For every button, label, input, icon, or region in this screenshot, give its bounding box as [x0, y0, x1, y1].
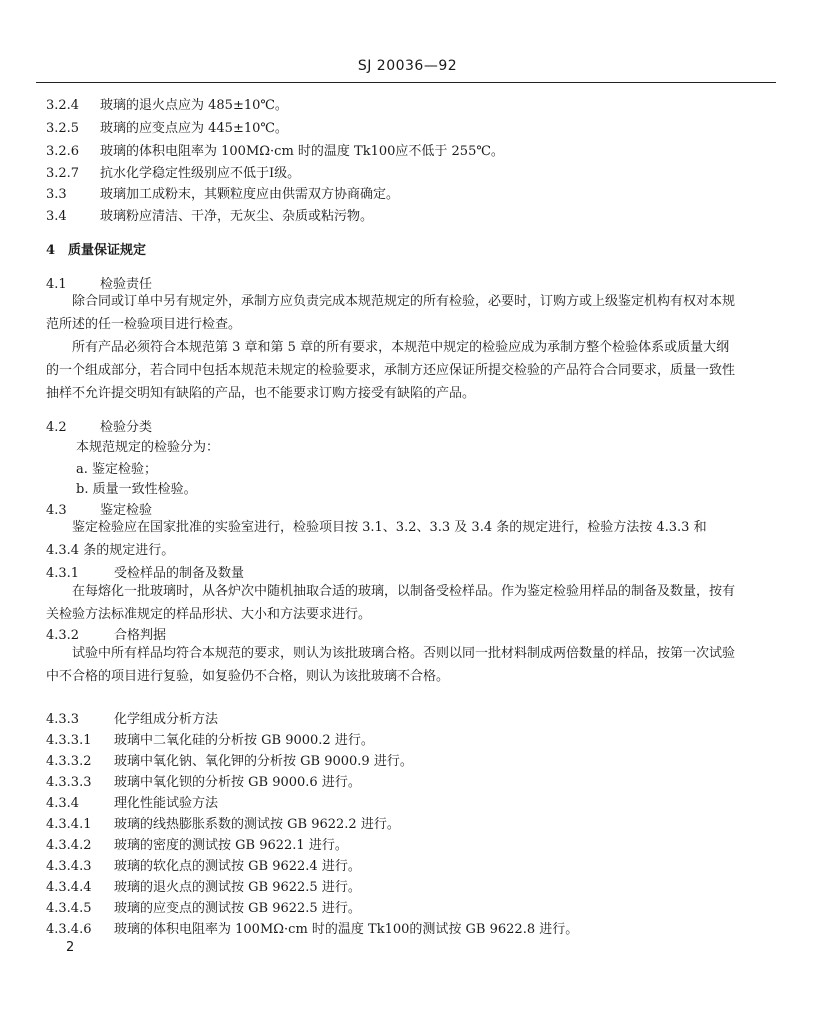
clause-text: 玻璃中氧化钠、氧化钾的分析按 GB 9000.9 进行。 — [114, 754, 413, 769]
paragraph-4-2-intro: 本规范规定的检验分为： — [76, 440, 220, 455]
clause-text: 玻璃的退火点的测试按 GB 9622.5 进行。 — [114, 880, 361, 895]
clause-heading: 化学组成分析方法 — [114, 712, 219, 727]
clause-number: 4.2 — [46, 420, 67, 435]
clause-number: 4.3.4.2 — [46, 838, 92, 853]
clause-text: 玻璃的体积电阻率为 100MΩ·cm 时的温度 Tk100的测试按 GB 9622.8 进行。 — [114, 922, 579, 937]
clause-4-3-3-2 — [46, 754, 413, 770]
clause-3-2-5 — [46, 121, 288, 137]
clause-text: 玻璃的软化点的测试按 GB 9622.4 进行。 — [114, 859, 361, 874]
clause-text: 玻璃中二氧化硅的分析按 GB 9000.2 进行。 — [114, 733, 374, 748]
paragraph-4-3-2: 试验中所有样品均符合本规范的要求，则认为该批玻璃合格。否则以同一批材料制成两倍数量的样品，按第一次试验中不合格的项目进行复验，如复验仍不合格，则认为该批玻璃不合格。 — [46, 646, 736, 684]
clause-text: 玻璃的应变点的测试按 GB 9622.5 进行。 — [114, 901, 361, 916]
clause-text: 玻璃加工成粉末，其颗粒度应由供需双方协商确定。 — [100, 187, 400, 202]
list-item-a: a. 鉴定检验； — [76, 462, 158, 477]
section-4-title — [46, 243, 146, 259]
clause-number: 4.3.3.3 — [46, 775, 92, 790]
clause-text: 玻璃中氧化钡的分析按 GB 9000.6 进行。 — [114, 775, 361, 790]
clause-4-3-4-1 — [46, 817, 400, 833]
clause-3-4 — [46, 209, 373, 225]
clause-text: 玻璃粉应清洁、干净，无灰尘、杂质或粘污物。 — [100, 209, 374, 224]
clause-number: 3.2.6 — [46, 144, 80, 159]
clause-number: 3.2.7 — [46, 166, 80, 181]
clause-4-3-4-6 — [46, 922, 578, 938]
clause-number: 4.3.4.3 — [46, 859, 92, 874]
clause-number: 4.3 — [46, 503, 67, 518]
paragraph-4-1-a: 除合同或订单中另有规定外，承制方应负责完成本规范规定的所有检验，必要时，订购方或上级鉴定机构有权对本规范所述的任一检验项目进行检查。 — [46, 294, 736, 332]
clause-number: 4.3.4.4 — [46, 880, 92, 895]
clause-text: 玻璃的退火点应为 485±10℃。 — [100, 98, 288, 113]
clause-text: 玻璃的密度的测试按 GB 9622.1 进行。 — [114, 838, 348, 853]
clause-4-3-3-3 — [46, 775, 361, 791]
clause-4-3-4-3 — [46, 859, 361, 875]
clause-4-3-4-4 — [46, 880, 361, 896]
page-number: 2 — [66, 940, 75, 955]
clause-heading: 理化性能试验方法 — [114, 796, 219, 811]
header-rule — [36, 82, 776, 83]
clause-heading: 检验分类 — [100, 420, 153, 435]
paragraph-4-1-b: 所有产品必须符合本规范第 3 章和第 5 章的所有要求，本规范中规定的检验应成为承制方整个检验体系或质量大纲的一个组成部分，若合同中包括本规范未规定的检验要求，承制方还应保证所提交检验的产品符合合同要求，质量一致性抽样不允许提交明知有缺陷的产品，也不能要求订购方接受有缺陷的产品。 — [46, 340, 736, 401]
clause-4-3-4-5 — [46, 901, 361, 917]
clause-3-2-7 — [46, 166, 300, 182]
clause-number: 4.3.3.1 — [46, 733, 92, 748]
clause-4-3-4-2 — [46, 838, 348, 854]
clause-text: 玻璃的体积电阻率为 100MΩ·cm 时的温度 Tk100应不低于 255℃。 — [100, 144, 504, 159]
clause-number: 3.2.5 — [46, 121, 80, 136]
clause-4-3-4 — [46, 796, 218, 812]
clause-heading: 检验责任 — [100, 277, 153, 292]
clause-number: 4.3.2 — [46, 628, 80, 643]
list-item-b: b. 质量一致性检验。 — [76, 482, 197, 497]
clause-text: 抗水化学稳定性级别应不低于Ⅰ级。 — [100, 166, 301, 181]
clause-4-3-3 — [46, 712, 218, 728]
clause-number: 3.3 — [46, 187, 67, 202]
clause-3-3 — [46, 187, 399, 203]
clause-number: 3.2.4 — [46, 98, 80, 113]
clause-number: 4.3.4 — [46, 796, 80, 811]
clause-number: 3.4 — [46, 209, 67, 224]
clause-3-2-4 — [46, 98, 288, 114]
clause-number: 4.3.4.1 — [46, 817, 92, 832]
clause-heading: 鉴定检验 — [100, 503, 153, 518]
clause-text: 玻璃的应变点应为 445±10℃。 — [100, 121, 288, 136]
clause-number: 4.3.4.6 — [46, 922, 92, 937]
clause-number: 4.3.3.2 — [46, 754, 92, 769]
clause-heading: 受检样品的制备及数量 — [114, 566, 245, 581]
clause-4-2 — [46, 420, 152, 436]
section-title-text: 质量保证规定 — [68, 243, 147, 258]
clause-4-3-3-1 — [46, 733, 374, 749]
paragraph-4-3-1: 在每熔化一批玻璃时，从各炉次中随机抽取合适的玻璃，以制备受检样品。作为鉴定检验用样品的制备及数量，按有关检验方法标准规定的样品形状、大小和方法要求进行。 — [46, 584, 736, 622]
clause-number: 4.3.3 — [46, 712, 80, 727]
section-number: 4 — [46, 243, 56, 258]
clause-3-2-6 — [46, 144, 504, 160]
clause-number: 4.1 — [46, 277, 67, 292]
clause-number: 4.3.1 — [46, 566, 80, 581]
clause-heading: 合格判据 — [114, 628, 167, 643]
clause-number: 4.3.4.5 — [46, 901, 92, 916]
paragraph-4-3: 鉴定检验应在国家批准的实验室进行，检验项目按 3.1、3.2、3.3 及 3.4 条的规定进行，检验方法按 4.3.3 和 4.3.4 条的规定进行。 — [46, 520, 707, 558]
clause-text: 玻璃的线热膨胀系数的测试按 GB 9622.2 进行。 — [114, 817, 400, 832]
document-code: SJ 20036—92 — [357, 58, 458, 74]
